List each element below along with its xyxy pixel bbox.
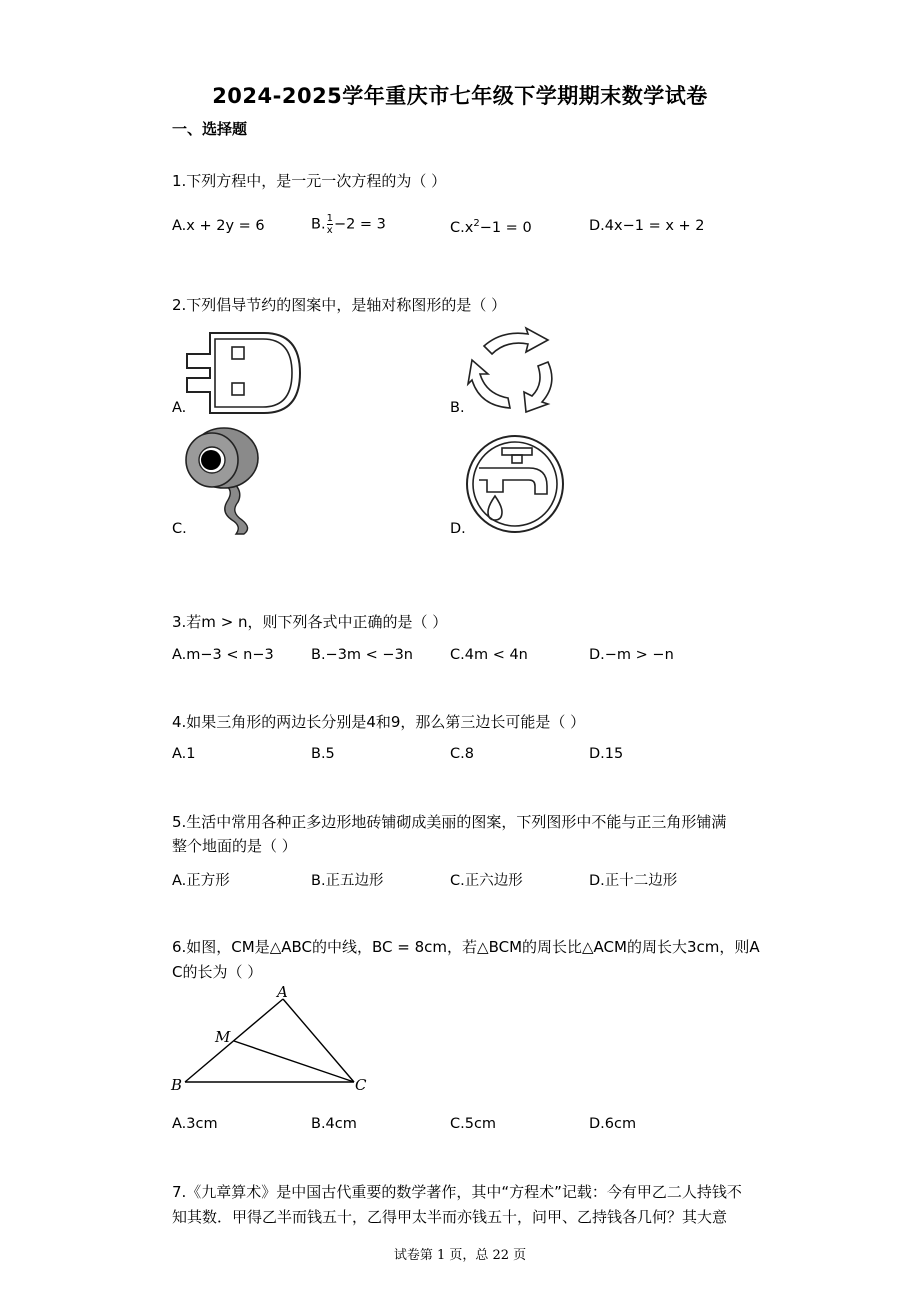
q1-option-b-numerator: 1 bbox=[326, 213, 333, 224]
q5-stem-line-2: 整个地面的是（ ） bbox=[172, 837, 297, 855]
q4-option-a[interactable]: A.1 bbox=[172, 746, 196, 762]
q1-option-c-rest: −1 = 0 bbox=[479, 219, 532, 236]
triangle-abc-figure bbox=[168, 984, 378, 1094]
page-title: 2024-2025学年重庆市七年级下学期期末数学试卷 bbox=[212, 84, 708, 108]
q1-option-d[interactable]: D.4x−1 = x + 2 bbox=[589, 218, 705, 234]
q5-option-a[interactable]: A.正方形 bbox=[172, 873, 230, 889]
q1-option-b-fraction bbox=[327, 213, 333, 236]
recycle-arrows-figure bbox=[466, 326, 560, 414]
q1-option-c[interactable] bbox=[450, 218, 532, 236]
q5-option-b[interactable]: B.正五边形 bbox=[311, 873, 384, 889]
q1-option-b-rest: −2 = 3 bbox=[333, 216, 386, 233]
q6-option-c[interactable]: C.5cm bbox=[450, 1116, 497, 1132]
q3-option-c[interactable]: C.4m < 4n bbox=[450, 647, 528, 663]
q5-option-c[interactable]: C.正六边形 bbox=[450, 873, 523, 889]
q1-option-c-exponent: 2 bbox=[473, 218, 480, 229]
q1-option-b[interactable] bbox=[311, 213, 386, 236]
tape-roll-figure bbox=[184, 424, 260, 536]
q3-option-a[interactable]: A.m−3 < n−3 bbox=[172, 647, 274, 663]
q4-option-d[interactable]: D.15 bbox=[589, 746, 624, 762]
q1-option-b-prefix: B. bbox=[311, 216, 326, 233]
q2-option-d[interactable]: D. bbox=[450, 521, 466, 537]
q4-option-c[interactable]: C.8 bbox=[450, 746, 474, 762]
q6-option-d[interactable]: D.6cm bbox=[589, 1116, 637, 1132]
q6-stem-line-2: C的长为（ ） bbox=[172, 963, 263, 981]
q2-option-a[interactable]: A. bbox=[172, 400, 187, 416]
q6-stem-line-1: 6.如图，CM是△ABC的中线，BC = 8cm，若△BCM的周长比△ACM的周长大3cm，则A bbox=[172, 938, 760, 956]
label-c: C bbox=[355, 1076, 367, 1094]
plug-socket-figure bbox=[184, 330, 304, 416]
q2-option-b[interactable]: B. bbox=[450, 400, 465, 416]
q2-option-c[interactable]: C. bbox=[172, 521, 187, 537]
label-m: M bbox=[215, 1028, 231, 1046]
q3-option-d[interactable]: D.−m > −n bbox=[589, 647, 674, 663]
label-a: A bbox=[277, 983, 288, 1001]
q3-option-b[interactable]: B.−3m < −3n bbox=[311, 647, 413, 663]
q5-option-d[interactable]: D.正十二边形 bbox=[589, 873, 678, 889]
q3-stem: 3.若m > n，则下列各式中正确的是（ ） bbox=[172, 613, 448, 631]
q1-option-a[interactable]: A.x + 2y = 6 bbox=[172, 218, 265, 234]
water-tap-figure bbox=[465, 434, 565, 534]
q7-stem-line-1: 7.《九章算术》是中国古代重要的数学著作，其中“方程术”记载：今有甲乙二人持钱不 bbox=[172, 1183, 742, 1201]
q1-option-c-prefix: C.x bbox=[450, 219, 474, 236]
page-footer: 试卷第 1 页，总 22 页 bbox=[393, 1248, 527, 1263]
side-ab bbox=[185, 999, 283, 1082]
q7-stem-line-2: 知其数．甲得乙半而钱五十，乙得甲太半而亦钱五十，问甲、乙持钱各几何？其大意 bbox=[172, 1208, 728, 1226]
q6-option-b[interactable]: B.4cm bbox=[311, 1116, 357, 1132]
label-b: B bbox=[171, 1076, 183, 1094]
q4-stem: 4.如果三角形的两边长分别是4和9，那么第三边长可能是（ ） bbox=[172, 713, 586, 731]
section-heading: 一、选择题 bbox=[172, 120, 248, 138]
q4-option-b[interactable]: B.5 bbox=[311, 746, 335, 762]
q5-stem-line-1: 5.生活中常用各种正多边形地砖铺砌成美丽的图案，下列图形中不能与正三角形铺满 bbox=[172, 813, 727, 831]
q1-option-b-denominator: x bbox=[326, 225, 333, 236]
q6-option-a[interactable]: A.3cm bbox=[172, 1116, 218, 1132]
q2-stem: 2.下列倡导节约的图案中，是轴对称图形的是（ ） bbox=[172, 296, 507, 314]
q1-stem: 1.下列方程中，是一元一次方程的为（ ） bbox=[172, 172, 447, 190]
